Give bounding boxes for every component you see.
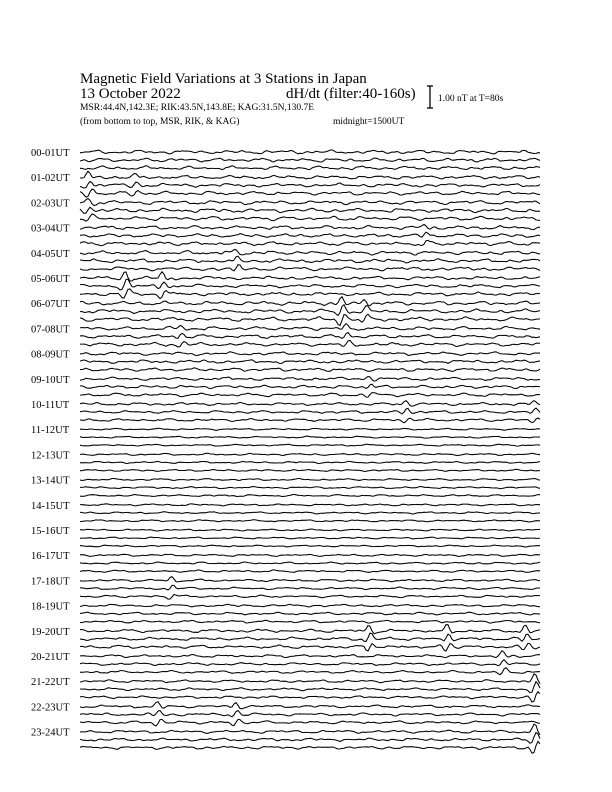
trace-kag: [80, 377, 540, 382]
trace-kag: [80, 625, 540, 634]
trace-rik: [80, 733, 540, 744]
trace-rik: [80, 384, 540, 388]
hour-label: 14-15UT: [31, 500, 70, 512]
hour-label: 20-21UT: [31, 652, 70, 663]
trace-rik: [80, 207, 540, 213]
hour-label: 13-14UT: [31, 475, 70, 487]
trace-rik: [80, 711, 540, 717]
trace-rik: [80, 408, 540, 414]
trace-rik: [80, 436, 540, 438]
trace-rik: [80, 158, 540, 162]
trace-msr: [80, 166, 540, 170]
trace-kag: [80, 401, 540, 407]
trace-msr: [80, 668, 540, 675]
trace-msr: [80, 418, 540, 423]
trace-msr: [80, 289, 540, 299]
trace-kag: [80, 504, 540, 506]
hour-label: 11-12UT: [31, 425, 70, 437]
trace-msr: [80, 314, 540, 325]
hour-label: 09-10UT: [31, 374, 70, 386]
trace-rik: [80, 256, 540, 263]
trace-kag: [80, 272, 540, 281]
trace-kag: [80, 352, 540, 356]
trace-kag: [80, 199, 540, 206]
trace-msr: [80, 620, 540, 623]
trace-rik: [80, 232, 540, 237]
trace-rik: [80, 562, 540, 564]
midnight-note: midnight=1500UT: [333, 117, 405, 127]
trace-kag: [80, 651, 540, 658]
trace-msr: [80, 340, 540, 347]
hour-label: 16-17UT: [31, 551, 70, 563]
trace-kag: [80, 453, 540, 455]
chart-date: 13 October 2022: [80, 86, 181, 102]
trace-kag: [80, 171, 540, 179]
trace-rik: [80, 461, 540, 463]
trace-msr: [80, 520, 540, 522]
hour-label: 23-24UT: [31, 727, 70, 739]
hour-label: 10-11UT: [31, 400, 70, 411]
trace-rik: [80, 612, 540, 615]
trace-rik: [80, 633, 540, 641]
hour-label: 07-08UT: [31, 324, 70, 336]
trace-rik: [80, 512, 540, 514]
trace-msr: [80, 240, 540, 245]
hour-label: 03-04UT: [31, 223, 70, 235]
hour-label: 01-02UT: [31, 173, 70, 185]
trace-msr: [80, 214, 540, 221]
trace-kag: [80, 297, 540, 306]
trace-kag: [80, 604, 540, 607]
trace-kag: [80, 150, 540, 154]
hour-label: 18-19UT: [31, 601, 70, 613]
hour-label: 19-20UT: [31, 626, 70, 638]
trace-msr: [80, 444, 540, 446]
trace-kag: [80, 554, 540, 556]
hour-label: 22-23UT: [31, 702, 70, 714]
hour-label: 08-09UT: [31, 349, 70, 361]
station-coordinates: MSR:44.4N,142.3E; RIK:43.5N,143.8E; KAG:31.5N,130.7E: [80, 103, 315, 113]
trace-rik: [80, 537, 540, 539]
trace-msr: [80, 545, 540, 547]
trace-msr: [80, 265, 540, 271]
trace-kag: [80, 674, 540, 684]
trace-msr: [80, 393, 540, 398]
trace-kag: [80, 224, 540, 229]
trace-rik: [80, 487, 540, 489]
trace-msr: [80, 368, 540, 372]
hour-label: 06-07UT: [31, 299, 70, 311]
trace-kag: [80, 529, 540, 531]
trace-kag: [80, 702, 540, 709]
scale-bar: [427, 86, 433, 108]
trace-rik: [80, 360, 540, 364]
trace-msr: [80, 643, 540, 651]
hour-label: 21-22UT: [31, 677, 70, 689]
trace-rik: [80, 279, 540, 290]
trace-msr: [80, 741, 540, 753]
trace-rik: [80, 182, 540, 189]
trace-msr: [80, 719, 540, 726]
chart-title: Magnetic Field Variations at 3 Stations in Japan: [80, 71, 367, 87]
trace-rik: [80, 305, 540, 316]
trace-kag: [80, 428, 540, 430]
hour-label: 00-01UT: [31, 148, 70, 159]
trace-rik: [80, 585, 540, 590]
hour-label: 04-05UT: [31, 248, 70, 260]
trace-kag: [80, 577, 540, 582]
hour-label: 15-16UT: [31, 526, 70, 537]
trace-msr: [80, 494, 540, 496]
trace-msr: [80, 692, 540, 702]
trace-kag: [80, 324, 540, 331]
trace-msr: [80, 595, 540, 600]
trace-kag: [80, 724, 540, 735]
hour-label: 02-03UT: [31, 198, 70, 210]
scale-bar-label: 1.00 nT at T=80s: [438, 94, 504, 104]
trace-msr: [80, 469, 540, 471]
trace-rik: [80, 682, 540, 693]
hour-label: 12-13UT: [31, 450, 70, 462]
hour-label: 17-18UT: [31, 576, 70, 588]
trace-rik: [80, 332, 540, 338]
trace-order-note: (from bottom to top, MSR, RIK, & KAG): [80, 117, 240, 127]
trace-kag: [80, 250, 540, 256]
trace-msr: [80, 189, 540, 197]
trace-rik: [80, 660, 540, 666]
trace-kag: [80, 479, 540, 481]
trace-msr: [80, 570, 540, 573]
chart-quantity: dH/dt (filter:40-160s): [286, 86, 416, 102]
hour-label: 05-06UT: [31, 274, 70, 285]
